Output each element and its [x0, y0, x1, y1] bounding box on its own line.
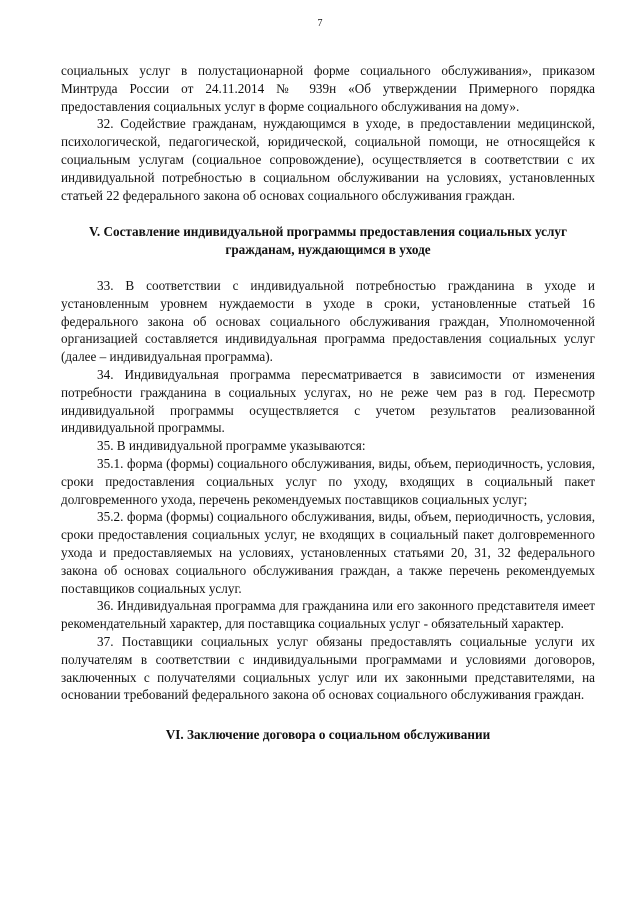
section-v-heading: V. Составление индивидуальной программы предоставления социальных услуг гражданам, нуждающимся в уходе [89, 224, 567, 258]
document-body [61, 62, 595, 744]
paragraph-32: 32. Содействие гражданам, нуждающимся в уходе, в предоставлении медицинской, психологической, педагогической, юридической, социальной помощи, не относящейся к социальным услугам (социальное сопровождение), осуществляется в соответствии с их индивидуальной потребностью в социальном обслуживании на условиях, установленных статьей 22 федерального закона об основах социального обслуживания граждан. [61, 116, 595, 203]
paragraph-36: 36. Индивидуальная программа для гражданина или его законного представителя имеет рекомендательный характер, для поставщика социальных услуг - обязательный характер. [61, 598, 595, 632]
section-vi-heading: VI. Заключение договора о социальном обслуживании [165, 727, 491, 743]
paragraph-35: 35. В индивидуальной программе указываются: [97, 438, 366, 454]
paragraph-35-1: 35.1. форма (формы) социального обслуживания, виды, объем, периодичность, условия, сроки предоставления социальных услуг по уходу, входящих в социальный пакет долговременного ухода, перечень рекомендуемых поставщиков социальных услуг; [61, 455, 595, 507]
paragraph-34: 34. Индивидуальная программа пересматривается в зависимости от изменения потребности гражданина в социальных услугах, но не реже чем раз в год. Пересмотр индивидуальной программы осуществляется с учетом результатов реализованной индивидуальной программы. [61, 366, 595, 436]
paragraph-continued: социальных услуг в полустационарной форме социального обслуживания», приказом Минтруда России от 24.11.2014 № 939н «Об утверждении Примерного порядка предоставления социальных услуг в форме социального обслуживания на дому». [61, 63, 595, 114]
paragraph-33: 33. В соответствии с индивидуальной потребностью гражданина в уходе и установленным уровнем нуждаемости в уходе в сроки, установленные статьей 16 федерального закона об основах социального обслуживания граждан, Уполномоченной организацией составляется индивидуальная программа предоставления социальных услуг (далее – индивидуальная программа). [61, 277, 595, 365]
paragraph-35-2: 35.2. форма (формы) социального обслуживания, виды, объем, периодичность, условия, сроки предоставления социальных услуг, не входящих в социальный пакет долговременного ухода и предоставляемых на условиях, установленных статьями 20, 31, 32 федерального закона об основах социального обслуживания граждан, а также перечень рекомендуемых поставщиков социальных услуг. [61, 509, 595, 596]
paragraph-37: 37. Поставщики социальных услуг обязаны предоставлять социальные услуги их получателям в соответствии с индивидуальными программами и условиями договоров, заключенных с получателями социальных услуг или их законными представителями, на основании требований федерального закона об основах социального обслуживания граждан. [61, 633, 595, 703]
page-number: 7 [317, 18, 323, 29]
